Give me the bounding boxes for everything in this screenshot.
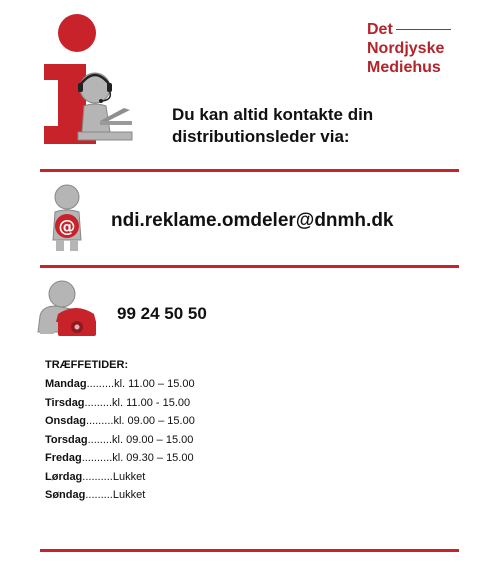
hours-row xyxy=(45,375,195,394)
hours-dots: ......... xyxy=(85,489,113,501)
hours-day: Tirsdag xyxy=(45,396,85,409)
contact-phone[interactable]: 99 24 50 50 xyxy=(117,304,207,323)
svg-text:@: @ xyxy=(58,217,76,237)
hours-row xyxy=(45,449,195,468)
hours-day: Lørdag xyxy=(45,470,83,483)
hours-row xyxy=(45,431,195,450)
hours-dots: ......... xyxy=(86,378,115,390)
logo-line-2: Nordjyske xyxy=(367,40,445,57)
hours-dots: .......... xyxy=(82,470,113,483)
hours-time: kl. 11.00 - 15.00 xyxy=(112,396,191,409)
contact-headline xyxy=(172,104,373,148)
headline-line-1: Du kan altid kontakte din xyxy=(172,105,374,124)
hours-list xyxy=(45,375,195,505)
hours-time: kl. 11.00 – 15.00 xyxy=(114,378,195,390)
hours-time: Lukket xyxy=(112,470,146,483)
hours-day: Mandag xyxy=(45,378,87,390)
hours-title: TRÆFFETIDER: xyxy=(45,359,129,371)
logo-line-3: Mediehus xyxy=(367,59,441,76)
hours-time: kl. 09.00 – 15.00 xyxy=(112,433,194,446)
hours-row xyxy=(45,486,195,505)
hours-dots: ........ xyxy=(87,433,113,446)
headline-line-2: distributionsleder via: xyxy=(172,127,350,146)
logo-dash xyxy=(396,29,451,30)
hours-dots: ......... xyxy=(85,415,114,427)
hours-row xyxy=(45,394,195,413)
hours-time: kl. 09.30 – 15.00 xyxy=(112,452,194,464)
hours-row xyxy=(45,412,195,431)
hours-day: Fredag xyxy=(45,452,82,464)
hours-day: Søndag xyxy=(45,489,86,501)
telephone-person-icon xyxy=(36,280,100,338)
at-sign-person-icon xyxy=(45,184,93,252)
contact-email[interactable]: ndi.reklame.omdeler@dnmh.dk xyxy=(111,210,394,231)
hours-row xyxy=(45,468,195,487)
hours-dots: .......... xyxy=(81,452,113,464)
divider-3 xyxy=(40,549,459,552)
hours-day: Onsdag xyxy=(45,415,86,427)
company-logo xyxy=(367,20,451,77)
hours-time: Lukket xyxy=(112,489,146,501)
info-person-headset-icon xyxy=(40,14,140,146)
divider-1 xyxy=(40,169,459,172)
divider-2 xyxy=(40,265,459,268)
logo-line-1: Det xyxy=(367,21,393,38)
hours-dots: ......... xyxy=(84,396,113,409)
hours-day: Torsdag xyxy=(45,433,88,446)
hours-time: kl. 09.00 – 15.00 xyxy=(113,415,195,427)
